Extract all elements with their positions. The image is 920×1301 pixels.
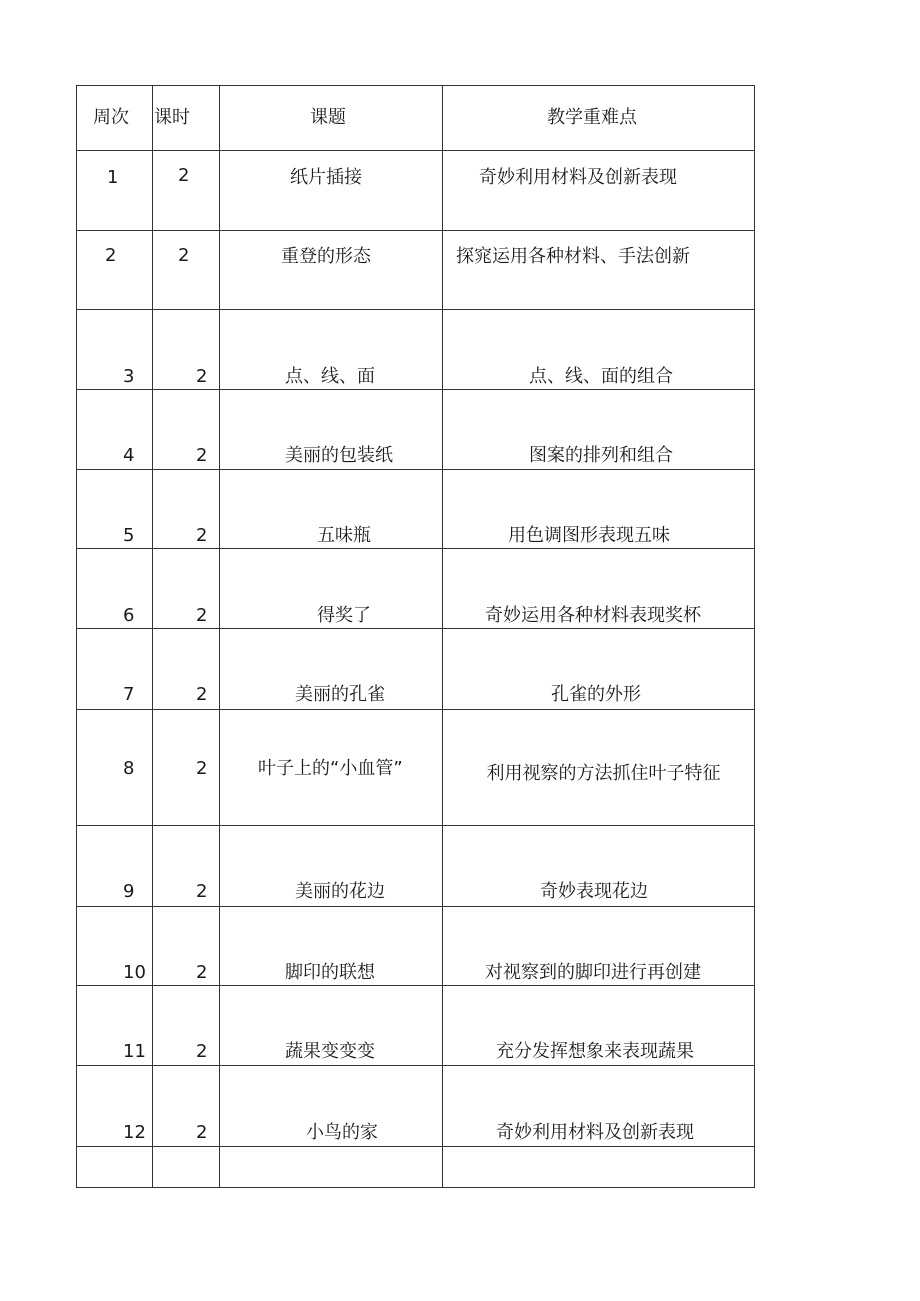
table-row xyxy=(77,629,755,710)
topic-cell: 脚印的联想 xyxy=(220,907,443,986)
table-row xyxy=(77,470,755,549)
hours-cell: 2 xyxy=(153,986,220,1066)
focus-cell: 充分发挥想象来表现蔬果 xyxy=(443,986,755,1066)
hours-cell: 2 xyxy=(153,907,220,986)
hours-cell: 2 xyxy=(153,151,220,231)
topic-cell: 点、线、面 xyxy=(220,310,443,390)
table-row xyxy=(77,390,755,470)
topic-cell: 叶子上的“小血管” xyxy=(220,710,443,826)
focus-cell: 孔雀的外形 xyxy=(443,629,755,710)
topic-cell: 蔬果变变变 xyxy=(220,986,443,1066)
week-cell: 6 xyxy=(77,549,153,629)
week-cell: 11 xyxy=(77,986,153,1066)
empty-cell xyxy=(220,1147,443,1188)
hours-cell: 2 xyxy=(153,390,220,470)
hours-cell: 2 xyxy=(153,310,220,390)
focus-cell: 利用视察的方法抓住叶子特征 xyxy=(443,710,755,826)
table-row xyxy=(77,710,755,826)
hours-cell: 2 xyxy=(153,549,220,629)
week-cell: 10 xyxy=(77,907,153,986)
topic-cell: 重登的形态 xyxy=(220,231,443,310)
topic-cell: 小鸟的家 xyxy=(220,1066,443,1147)
table-row xyxy=(77,1066,755,1147)
header-week: 周次 xyxy=(77,86,153,151)
hours-cell: 2 xyxy=(153,826,220,907)
table-row xyxy=(77,549,755,629)
week-cell: 5 xyxy=(77,470,153,549)
table-row xyxy=(77,907,755,986)
table-row xyxy=(77,151,755,231)
empty-cell xyxy=(77,1147,153,1188)
hours-cell: 2 xyxy=(153,1066,220,1147)
focus-cell: 对视察到的脚印进行再创建 xyxy=(443,907,755,986)
focus-cell: 奇妙利用材料及创新表现 xyxy=(443,1066,755,1147)
week-cell: 9 xyxy=(77,826,153,907)
focus-cell: 奇妙利用材料及创新表现 xyxy=(443,151,755,231)
header-topic: 课题 xyxy=(220,86,443,151)
week-cell: 1 xyxy=(77,151,153,231)
topic-cell: 五味瓶 xyxy=(220,470,443,549)
week-cell: 2 xyxy=(77,231,153,310)
focus-cell: 用色调图形表现五味 xyxy=(443,470,755,549)
topic-cell: 美丽的孔雀 xyxy=(220,629,443,710)
table-row xyxy=(77,986,755,1066)
focus-cell: 奇妙表现花边 xyxy=(443,826,755,907)
week-cell: 12 xyxy=(77,1066,153,1147)
empty-cell xyxy=(443,1147,755,1188)
focus-cell: 探窕运用各种材料、手法创新 xyxy=(443,231,755,310)
focus-cell: 点、线、面的组合 xyxy=(443,310,755,390)
topic-cell: 得奖了 xyxy=(220,549,443,629)
empty-cell xyxy=(153,1147,220,1188)
empty-row xyxy=(77,1147,755,1188)
week-cell: 8 xyxy=(77,710,153,826)
table-row xyxy=(77,826,755,907)
hours-cell: 2 xyxy=(153,629,220,710)
week-cell: 4 xyxy=(77,390,153,470)
header-row xyxy=(77,86,755,151)
topic-cell: 纸片插接 xyxy=(220,151,443,231)
hours-cell: 2 xyxy=(153,470,220,549)
hours-cell: 2 xyxy=(153,231,220,310)
hours-cell: 2 xyxy=(153,710,220,826)
header-hours: 课时 xyxy=(153,86,220,151)
teaching-plan-table xyxy=(76,85,755,1188)
table-row xyxy=(77,310,755,390)
topic-cell: 美丽的包装纸 xyxy=(220,390,443,470)
header-focus: 教学重难点 xyxy=(443,86,755,151)
week-cell: 7 xyxy=(77,629,153,710)
focus-cell: 图案的排列和组合 xyxy=(443,390,755,470)
focus-cell: 奇妙运用各种材料表现奖杯 xyxy=(443,549,755,629)
week-cell: 3 xyxy=(77,310,153,390)
table-row xyxy=(77,231,755,310)
topic-cell: 美丽的花边 xyxy=(220,826,443,907)
